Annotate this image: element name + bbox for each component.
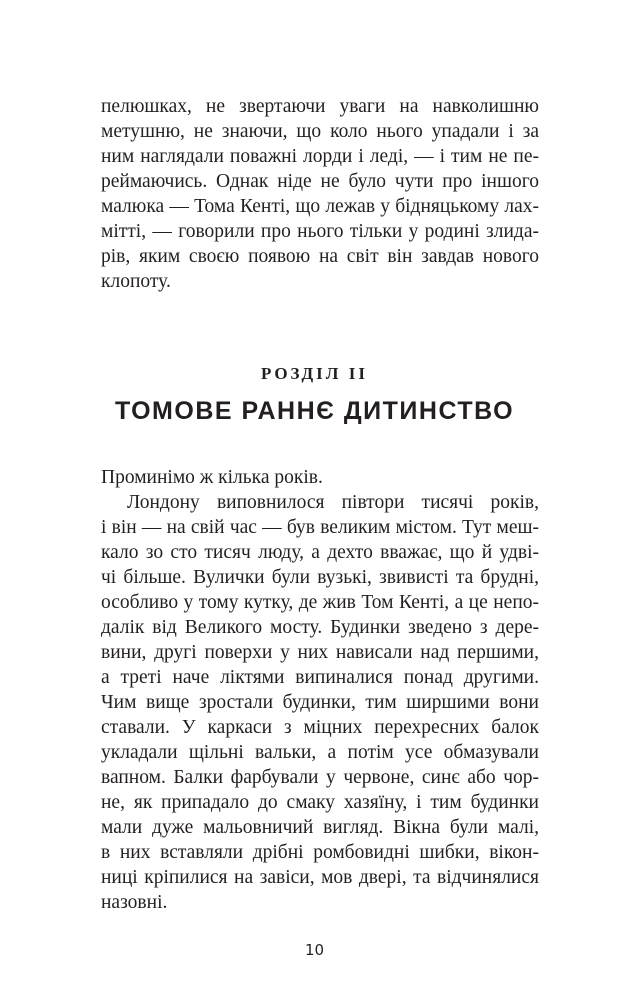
text-line: вапном. Балки фарбували у червоне, синє або чор- bbox=[101, 767, 539, 788]
text-line: чі більше. Вулички були вузькі, звивисті та брудні, bbox=[101, 567, 539, 588]
text-line: пелюшках, не звертаючи уваги на навколишню bbox=[101, 96, 539, 117]
text-line: вини, другі поверхи у них нависали над першими, bbox=[101, 642, 539, 663]
text-line: Чим вище зростали будинки, тим ширшими вони bbox=[101, 692, 539, 713]
chapter-title: ТОМОВЕ РАННЄ ДИТИНСТВО bbox=[114, 397, 515, 425]
text-line: ним наглядали поважні лорди і леді, — і тим не пе- bbox=[101, 146, 539, 167]
text-line: Лондону виповнилося півтори тисячі років, bbox=[127, 492, 539, 513]
text-line: укладали щільні вальки, а потім усе обмазували bbox=[101, 742, 539, 763]
chapter-label: РОЗДІЛ ІІ bbox=[261, 364, 368, 383]
chapter-body bbox=[101, 465, 539, 915]
page-number: 10 bbox=[304, 941, 325, 959]
text-line: назовні. bbox=[101, 892, 168, 913]
text-line: малюка — Тома Кенті, що лежав у бідняцькому лах- bbox=[101, 196, 539, 217]
text-line: далік від Великого мосту. Будинки зведено з дере- bbox=[101, 617, 539, 638]
text-line: в них вставляли дрібні ромбовидні шибки, вікон- bbox=[101, 842, 539, 863]
text-line: реймаючись. Однак ніде не було чути про іншого bbox=[101, 171, 539, 192]
text-line: особливо у тому кутку, де жив Том Кенті, а це непо- bbox=[101, 592, 539, 613]
text-line: не, як припадало до смаку хазяїну, і тим будинки bbox=[101, 792, 539, 813]
text-line: ниці кріпилися на завіси, мов двері, та відчинялися bbox=[101, 867, 539, 888]
text-line: метушню, не знаючи, що коло нього упадали і за bbox=[101, 121, 539, 142]
text-line: ставали. У каркаси з міцних перехресних балок bbox=[101, 717, 539, 738]
text-line: мали дуже мальовничий вигляд. Вікна були малі, bbox=[101, 817, 539, 838]
text-line: а треті наче ліктями випиналися понад другими. bbox=[101, 667, 539, 688]
text-line: рів, яким своєю появою на світ він завдав нового bbox=[101, 246, 539, 267]
text-line: мітті, — говорили про нього тільки у родині злида- bbox=[101, 221, 539, 242]
paragraph-continuation bbox=[101, 94, 539, 294]
text-line: клопоту. bbox=[101, 271, 171, 292]
text-line: і він — на свій час — був великим містом. Тут меш- bbox=[101, 517, 539, 538]
text-line: Проминімо ж кілька років. bbox=[101, 467, 323, 488]
text-line: кало зо сто тисяч люду, а дехто вважає, що й удві- bbox=[101, 542, 539, 563]
